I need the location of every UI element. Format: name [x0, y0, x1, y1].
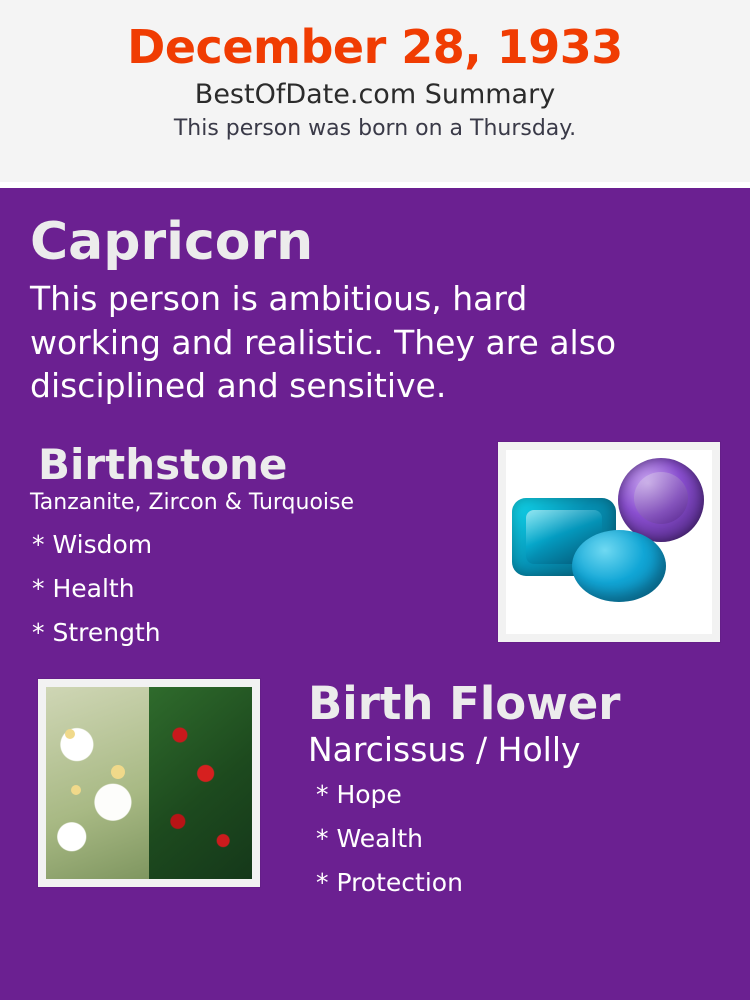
birthstone-trait: * Strength — [32, 618, 161, 648]
header — [0, 0, 750, 182]
birth-flower-image-inner — [46, 687, 252, 879]
birth-flower-trait: * Hope — [316, 779, 402, 809]
birthstone-text — [30, 439, 460, 649]
zodiac-sign-name: Capricorn — [30, 212, 314, 272]
zodiac-description: This person is ambitious, hard working and realistic. They are also disciplined and sensitive. — [30, 279, 617, 406]
birthstone-image-inner — [506, 450, 712, 634]
birth-flower-section — [30, 676, 720, 909]
birth-flower-trait: * Wealth — [316, 823, 423, 853]
content-body — [0, 188, 750, 1000]
birth-flower-text — [280, 676, 720, 898]
birth-day-text: This person was born on a Thursday. — [173, 115, 577, 141]
birth-flower-names: Narcissus / Holly — [308, 730, 581, 770]
birth-flower-trait: * Protection — [316, 867, 463, 897]
site-name: BestOfDate.com Summary — [194, 78, 556, 110]
zodiac-section — [30, 214, 720, 408]
birthstone-image — [498, 442, 720, 642]
birthstone-trait: * Wisdom — [32, 530, 153, 560]
turquoise-gem-icon — [572, 530, 666, 602]
birthstone-heading: Birthstone — [38, 439, 288, 489]
birth-flower-heading: Birth Flower — [308, 676, 621, 730]
narcissus-photo-icon — [46, 687, 149, 879]
birthstone-trait: * Health — [32, 574, 135, 604]
purple-gem-icon — [618, 458, 704, 542]
page-title: December 28, 1933 — [127, 20, 623, 74]
birthstone-section — [30, 439, 720, 657]
birthstone-names: Tanzanite, Zircon & Turquoise — [30, 490, 355, 516]
birth-flower-image — [38, 679, 260, 887]
holly-photo-icon — [149, 687, 252, 879]
